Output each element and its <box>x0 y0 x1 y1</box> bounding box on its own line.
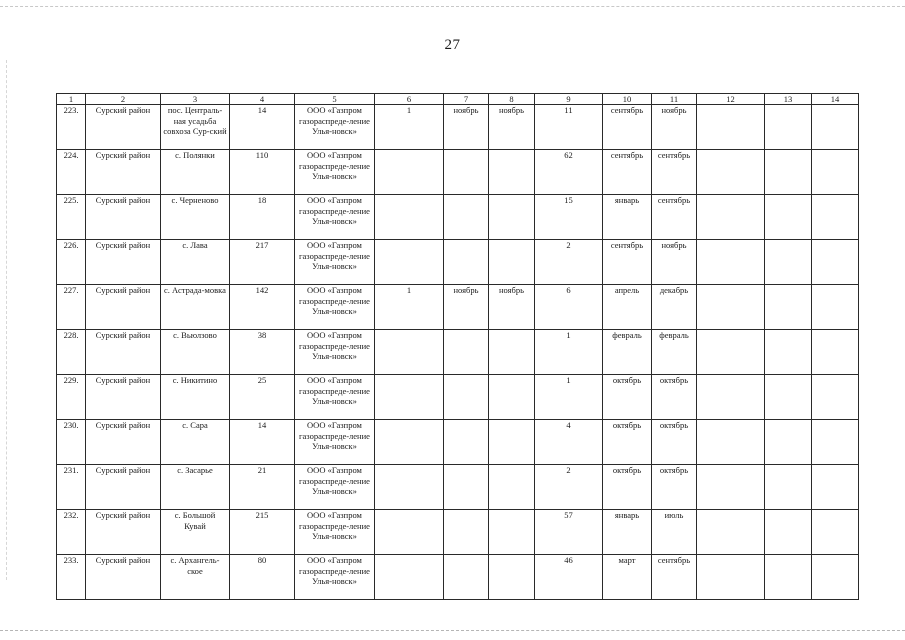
empty-col-13-cell <box>765 105 812 150</box>
empty-col-14-cell <box>812 510 859 555</box>
month-col-7-cell <box>444 375 489 420</box>
empty-col-14-cell <box>812 375 859 420</box>
value-col-4-cell: 38 <box>230 330 295 375</box>
empty-col-12-cell <box>697 465 765 510</box>
month-col-8-cell <box>489 195 535 240</box>
value-col-9-cell: 15 <box>535 195 603 240</box>
table-row <box>57 510 859 555</box>
value-col-4-cell: 215 <box>230 510 295 555</box>
district-cell: Сурский район <box>86 555 161 600</box>
district-cell: Сурский район <box>86 105 161 150</box>
empty-col-14-cell <box>812 240 859 285</box>
month-col-7-cell <box>444 240 489 285</box>
month-col-11-cell: февраль <box>652 330 697 375</box>
organization-cell: ООО «Газпром газораспреде-ление Улья-новск» <box>295 150 375 195</box>
district-cell: Сурский район <box>86 330 161 375</box>
row-number-cell: 231. <box>57 465 86 510</box>
empty-col-12-cell <box>697 330 765 375</box>
organization-cell: ООО «Газпром газораспреде-ление Улья-новск» <box>295 285 375 330</box>
value-col-6-cell: 1 <box>375 285 444 330</box>
table-row <box>57 420 859 465</box>
empty-col-12-cell <box>697 555 765 600</box>
row-number-cell: 229. <box>57 375 86 420</box>
month-col-11-cell: сентябрь <box>652 195 697 240</box>
settlement-cell: с. Архангель-ское <box>161 555 230 600</box>
value-col-4-cell: 80 <box>230 555 295 600</box>
value-col-4-cell: 18 <box>230 195 295 240</box>
value-col-9-cell: 1 <box>535 375 603 420</box>
month-col-11-cell: ноябрь <box>652 105 697 150</box>
month-col-10-cell: март <box>603 555 652 600</box>
value-col-4-cell: 21 <box>230 465 295 510</box>
month-col-7-cell <box>444 420 489 465</box>
month-col-10-cell: сентябрь <box>603 150 652 195</box>
value-col-6-cell: 1 <box>375 105 444 150</box>
empty-col-14-cell <box>812 555 859 600</box>
district-cell: Сурский район <box>86 285 161 330</box>
month-col-10-cell: февраль <box>603 330 652 375</box>
value-col-9-cell: 62 <box>535 150 603 195</box>
row-number-cell: 233. <box>57 555 86 600</box>
value-col-6-cell <box>375 195 444 240</box>
settlement-cell: с. Астрада-мовка <box>161 285 230 330</box>
empty-col-14-cell <box>812 150 859 195</box>
empty-col-13-cell <box>765 285 812 330</box>
organization-cell: ООО «Газпром газораспреде-ление Улья-новск» <box>295 330 375 375</box>
district-cell: Сурский район <box>86 375 161 420</box>
page-number: 27 <box>444 37 461 53</box>
empty-col-12-cell <box>697 195 765 240</box>
value-col-9-cell: 57 <box>535 510 603 555</box>
column-header: 5 <box>295 94 375 105</box>
table-body <box>57 105 859 600</box>
district-cell: Сурский район <box>86 465 161 510</box>
column-header: 7 <box>444 94 489 105</box>
organization-cell: ООО «Газпром газораспреде-ление Улья-новск» <box>295 105 375 150</box>
month-col-8-cell <box>489 465 535 510</box>
month-col-11-cell: июль <box>652 510 697 555</box>
month-col-7-cell <box>444 330 489 375</box>
table-row <box>57 240 859 285</box>
month-col-11-cell: сентябрь <box>652 150 697 195</box>
settlement-cell: с. Сара <box>161 420 230 465</box>
column-header: 8 <box>489 94 535 105</box>
column-header: 4 <box>230 94 295 105</box>
month-col-10-cell: октябрь <box>603 465 652 510</box>
value-col-6-cell <box>375 240 444 285</box>
empty-col-14-cell <box>812 105 859 150</box>
month-col-11-cell: сентябрь <box>652 555 697 600</box>
settlement-cell: с. Засарье <box>161 465 230 510</box>
empty-col-14-cell <box>812 420 859 465</box>
column-header: 12 <box>697 94 765 105</box>
value-col-4-cell: 110 <box>230 150 295 195</box>
value-col-6-cell <box>375 510 444 555</box>
empty-col-13-cell <box>765 195 812 240</box>
settlement-cell: с. Лава <box>161 240 230 285</box>
month-col-8-cell <box>489 420 535 465</box>
organization-cell: ООО «Газпром газораспреде-ление Улья-новск» <box>295 195 375 240</box>
empty-col-12-cell <box>697 150 765 195</box>
column-header: 13 <box>765 94 812 105</box>
value-col-9-cell: 11 <box>535 105 603 150</box>
gasification-schedule-table <box>56 93 859 600</box>
value-col-6-cell <box>375 375 444 420</box>
row-number-cell: 226. <box>57 240 86 285</box>
row-number-cell: 230. <box>57 420 86 465</box>
empty-col-12-cell <box>697 375 765 420</box>
empty-col-13-cell <box>765 240 812 285</box>
district-cell: Сурский район <box>86 150 161 195</box>
district-cell: Сурский район <box>86 510 161 555</box>
value-col-6-cell <box>375 330 444 375</box>
month-col-8-cell <box>489 240 535 285</box>
empty-col-13-cell <box>765 375 812 420</box>
empty-col-13-cell <box>765 330 812 375</box>
value-col-9-cell: 6 <box>535 285 603 330</box>
month-col-11-cell: октябрь <box>652 465 697 510</box>
month-col-10-cell: январь <box>603 510 652 555</box>
column-header: 10 <box>603 94 652 105</box>
district-cell: Сурский район <box>86 240 161 285</box>
month-col-7-cell <box>444 510 489 555</box>
value-col-6-cell <box>375 555 444 600</box>
month-col-8-cell <box>489 555 535 600</box>
empty-col-13-cell <box>765 420 812 465</box>
column-header: 14 <box>812 94 859 105</box>
empty-col-12-cell <box>697 285 765 330</box>
empty-col-13-cell <box>765 555 812 600</box>
column-header: 3 <box>161 94 230 105</box>
settlement-cell: с. Никитино <box>161 375 230 420</box>
row-number-cell: 224. <box>57 150 86 195</box>
value-col-9-cell: 4 <box>535 420 603 465</box>
month-col-7-cell <box>444 195 489 240</box>
empty-col-12-cell <box>697 240 765 285</box>
empty-col-13-cell <box>765 510 812 555</box>
settlement-cell: с. Полянки <box>161 150 230 195</box>
empty-col-12-cell <box>697 510 765 555</box>
row-number-cell: 227. <box>57 285 86 330</box>
settlement-cell: с. Большой Кувай <box>161 510 230 555</box>
settlement-cell: с. Черненово <box>161 195 230 240</box>
month-col-7-cell <box>444 555 489 600</box>
month-col-7-cell <box>444 465 489 510</box>
column-header: 1 <box>57 94 86 105</box>
month-col-11-cell: ноябрь <box>652 240 697 285</box>
organization-cell: ООО «Газпром газораспреде-ление Улья-новск» <box>295 510 375 555</box>
value-col-4-cell: 25 <box>230 375 295 420</box>
month-col-11-cell: октябрь <box>652 420 697 465</box>
table-row <box>57 375 859 420</box>
month-col-11-cell: октябрь <box>652 375 697 420</box>
column-header: 6 <box>375 94 444 105</box>
month-col-8-cell: ноябрь <box>489 105 535 150</box>
value-col-9-cell: 2 <box>535 240 603 285</box>
value-col-4-cell: 217 <box>230 240 295 285</box>
month-col-11-cell: декабрь <box>652 285 697 330</box>
row-number-cell: 232. <box>57 510 86 555</box>
value-col-6-cell <box>375 150 444 195</box>
column-header: 2 <box>86 94 161 105</box>
value-col-4-cell: 142 <box>230 285 295 330</box>
value-col-9-cell: 46 <box>535 555 603 600</box>
scan-edge-top <box>0 6 905 7</box>
table-row <box>57 555 859 600</box>
settlement-cell: пос. Централь-ная усадьба совхоза Сур-ский <box>161 105 230 150</box>
value-col-4-cell: 14 <box>230 105 295 150</box>
value-col-6-cell <box>375 420 444 465</box>
empty-col-14-cell <box>812 465 859 510</box>
organization-cell: ООО «Газпром газораспреде-ление Улья-новск» <box>295 420 375 465</box>
table-row <box>57 150 859 195</box>
settlement-cell: с. Вьюлзово <box>161 330 230 375</box>
value-col-4-cell: 14 <box>230 420 295 465</box>
month-col-8-cell: ноябрь <box>489 285 535 330</box>
header-row <box>57 94 859 105</box>
month-col-10-cell: апрель <box>603 285 652 330</box>
month-col-8-cell <box>489 510 535 555</box>
district-cell: Сурский район <box>86 420 161 465</box>
row-number-cell: 225. <box>57 195 86 240</box>
column-header: 9 <box>535 94 603 105</box>
table-row <box>57 330 859 375</box>
month-col-10-cell: октябрь <box>603 375 652 420</box>
organization-cell: ООО «Газпром газораспреде-ление Улья-новск» <box>295 240 375 285</box>
district-cell: Сурский район <box>86 195 161 240</box>
scan-edge-left <box>6 60 7 580</box>
scan-edge-bottom <box>0 630 905 631</box>
empty-col-12-cell <box>697 105 765 150</box>
month-col-7-cell <box>444 150 489 195</box>
month-col-7-cell: ноябрь <box>444 285 489 330</box>
empty-col-12-cell <box>697 420 765 465</box>
month-col-8-cell <box>489 375 535 420</box>
value-col-9-cell: 1 <box>535 330 603 375</box>
table-row <box>57 195 859 240</box>
month-col-8-cell <box>489 150 535 195</box>
value-col-6-cell <box>375 465 444 510</box>
organization-cell: ООО «Газпром газораспреде-ление Улья-новск» <box>295 375 375 420</box>
empty-col-13-cell <box>765 150 812 195</box>
month-col-7-cell: ноябрь <box>444 105 489 150</box>
empty-col-14-cell <box>812 330 859 375</box>
organization-cell: ООО «Газпром газораспреде-ление Улья-новск» <box>295 465 375 510</box>
row-number-cell: 228. <box>57 330 86 375</box>
empty-col-14-cell <box>812 195 859 240</box>
empty-col-14-cell <box>812 285 859 330</box>
column-header: 11 <box>652 94 697 105</box>
month-col-10-cell: январь <box>603 195 652 240</box>
row-number-cell: 223. <box>57 105 86 150</box>
month-col-10-cell: сентябрь <box>603 105 652 150</box>
value-col-9-cell: 2 <box>535 465 603 510</box>
month-col-8-cell <box>489 330 535 375</box>
table-row <box>57 285 859 330</box>
month-col-10-cell: сентябрь <box>603 240 652 285</box>
empty-col-13-cell <box>765 465 812 510</box>
organization-cell: ООО «Газпром газораспреде-ление Улья-новск» <box>295 555 375 600</box>
month-col-10-cell: октябрь <box>603 420 652 465</box>
table-row <box>57 465 859 510</box>
table-row <box>57 105 859 150</box>
